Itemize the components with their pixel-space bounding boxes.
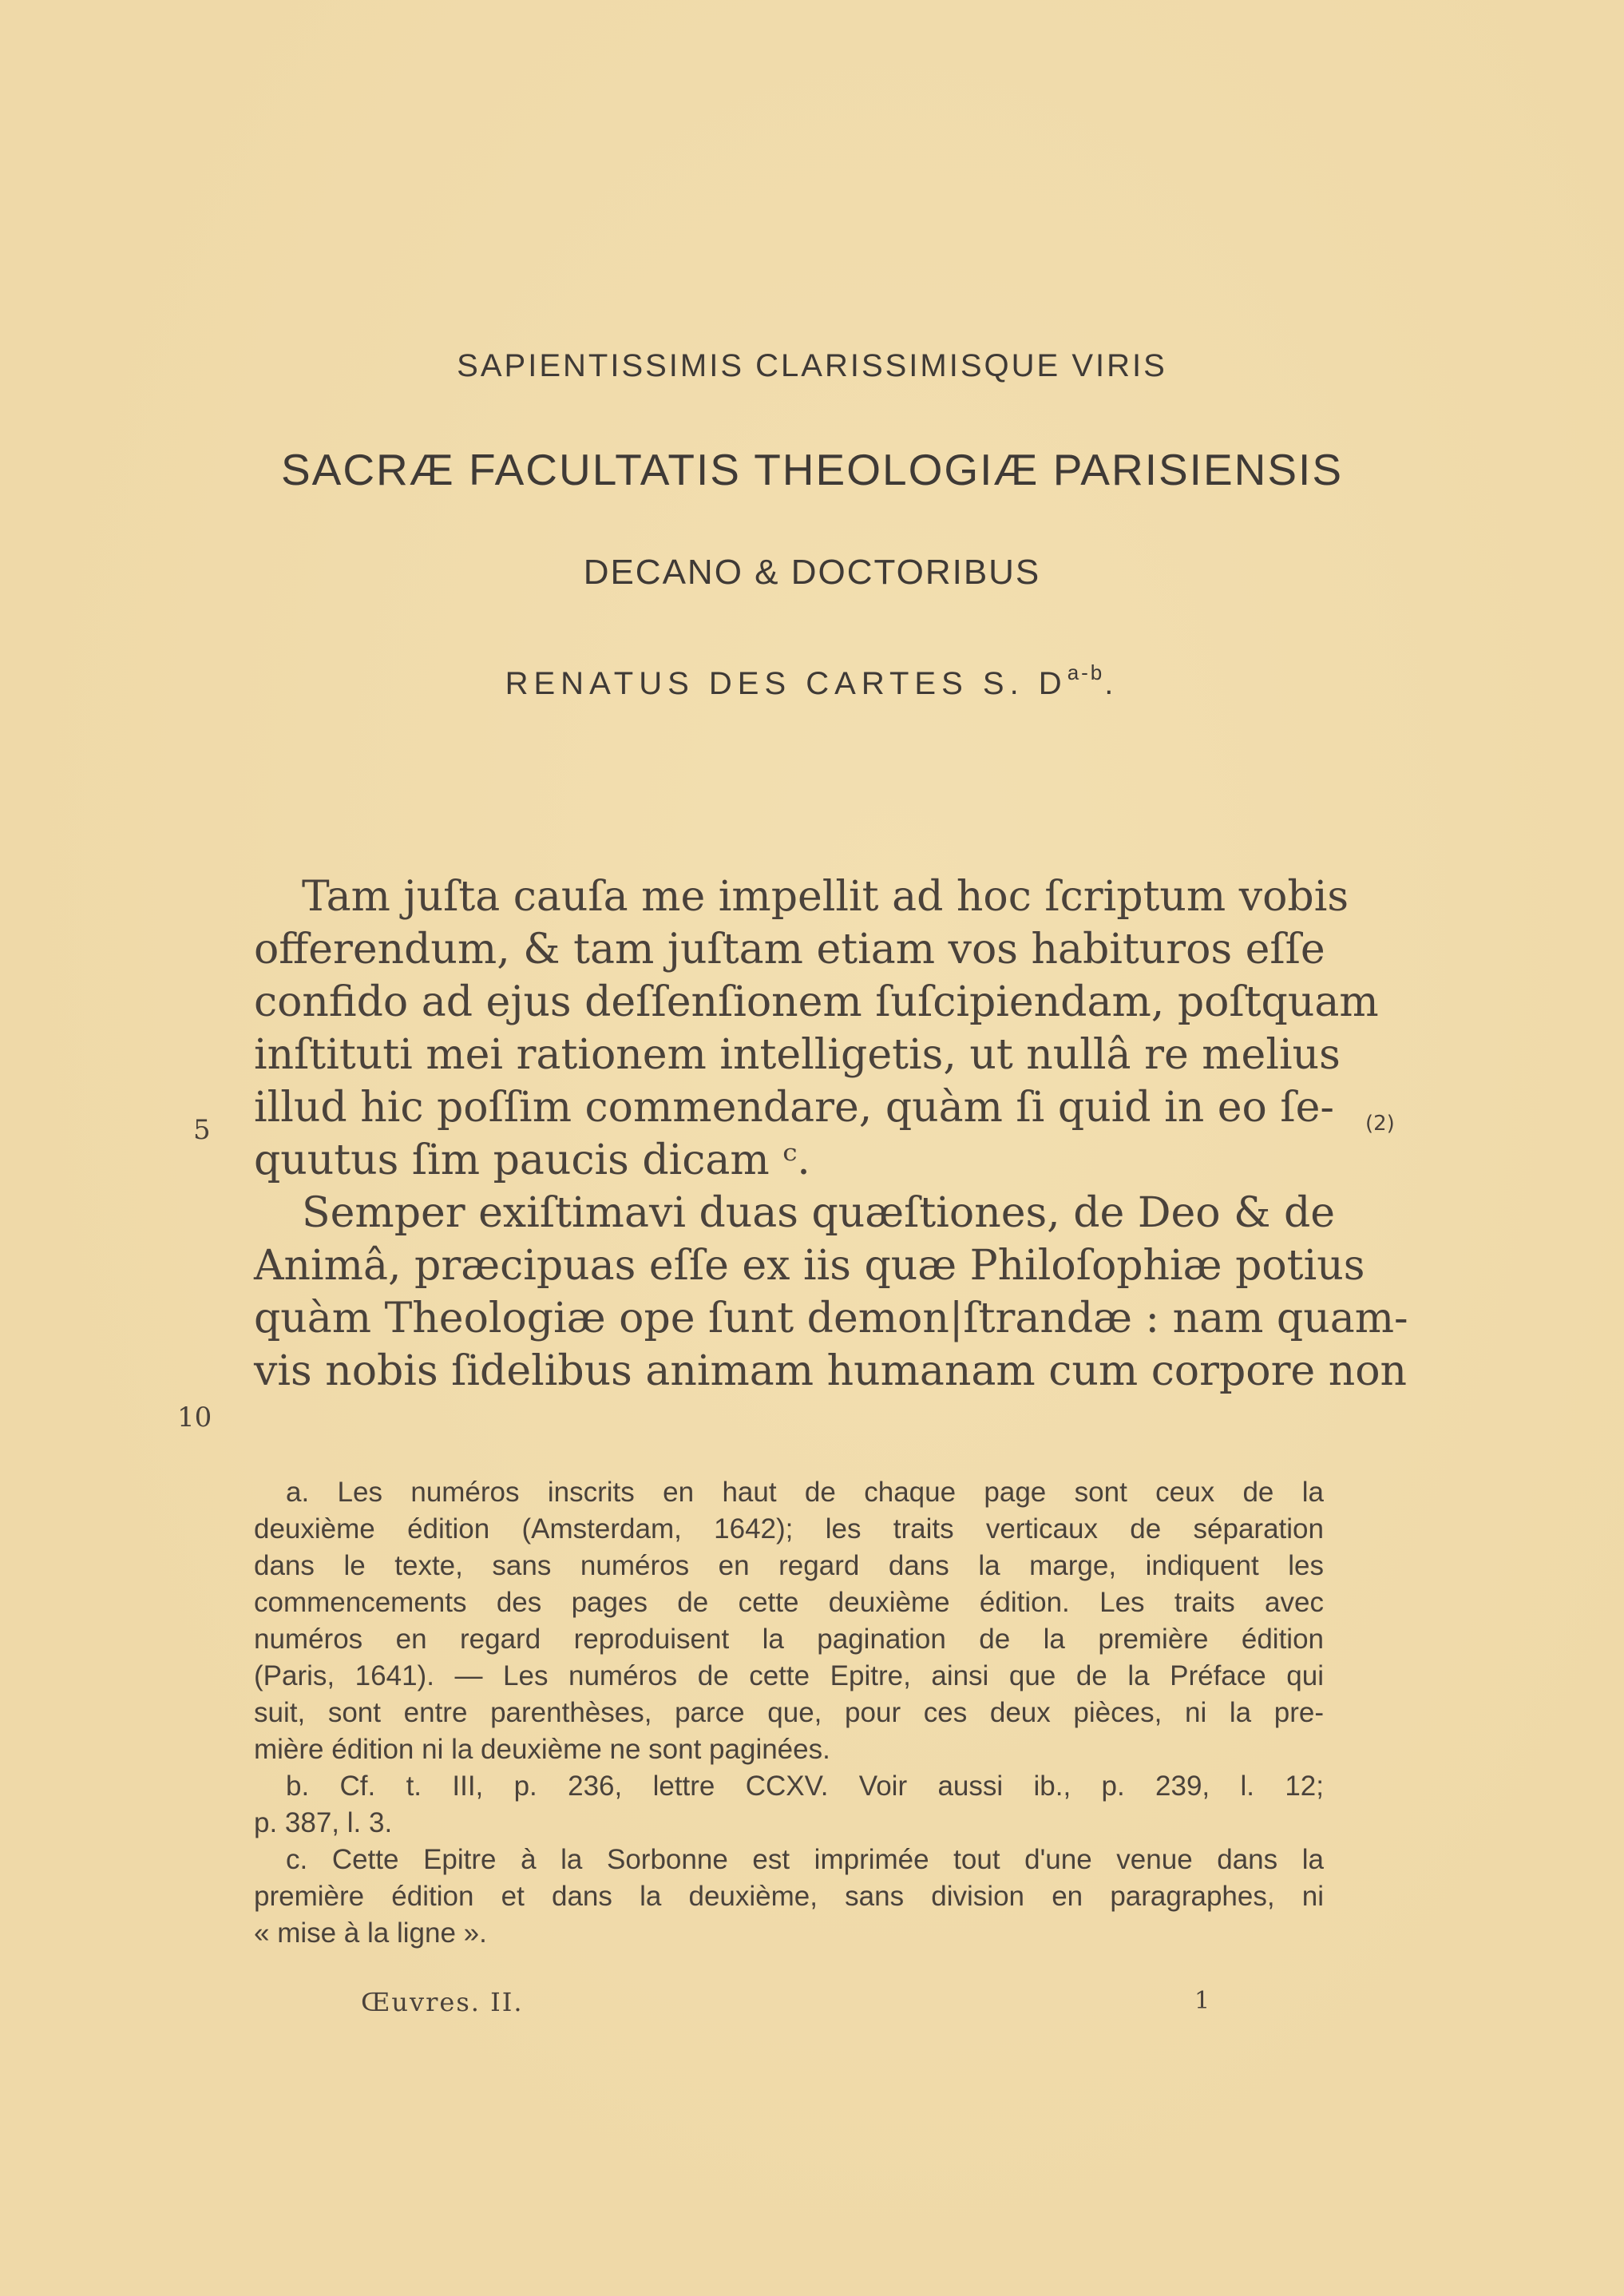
line-number-5: 5	[193, 1114, 211, 1146]
footnote-line: première édition et dans la deuxième, sans division en paragraphes, ni	[254, 1881, 1324, 1912]
footnote-line: b. Cf. t. III, p. 236, lettre CCXV. Voir aussi ib., p. 239, l. 12;	[286, 1771, 1324, 1802]
footnote-line: commencements des pages de cette deuxième édition. Les traits avec	[254, 1587, 1324, 1618]
text-line: quàm Theologiæ ope ſunt demon|ſtrandæ : nam quam-	[254, 1295, 1408, 1342]
author-line-end: .	[1104, 666, 1119, 701]
author-signature-line	[0, 660, 1624, 702]
dedication-line-3: DECANO & DOCTORIBUS	[583, 553, 1041, 592]
footnote-line: p. 387, l. 3.	[254, 1807, 393, 1838]
text-line: Animâ, præcipuas eſſe ex iis quæ Philoſophiæ potius	[254, 1242, 1365, 1290]
text-line: inſtituti mei rationem intelligetis, ut nullâ re melius	[254, 1031, 1341, 1079]
text-line: confido ad ejus deſſenſionem ſuſcipiendam, poſtquam	[254, 978, 1379, 1026]
dedication-line-2: SACRÆ FACULTATIS THEOLOGIÆ PARISIENSIS	[280, 445, 1344, 494]
volume-signature: Œuvres. II.	[361, 1987, 524, 2017]
footnote-line: mière édition ni la deuxième ne sont paginées.	[254, 1734, 830, 1765]
footnote-ref-a-b: a-b	[1067, 660, 1105, 684]
author-name: RENATUS DES CARTES S. D	[505, 666, 1067, 701]
text-line: Semper exiſtimavi duas quæſtiones, de Deo & de	[302, 1189, 1336, 1237]
signature-number: 1	[1194, 1987, 1210, 2015]
footnote-line: a. Les numéros inscrits en haut de chaque page sont ceux de la	[286, 1477, 1324, 1508]
footnote-line: « mise à la ligne ».	[254, 1917, 487, 1949]
edition-page-ref: (2)	[1365, 1112, 1395, 1136]
text-line: Tam juſta cauſa me impellit ad hoc ſcriptum vobis	[302, 873, 1349, 921]
line-number-10: 10	[177, 1402, 212, 1434]
footnote-line: suit, sont entre parenthèses, parce que, pour ces deux pièces, ni la pre-	[254, 1697, 1324, 1728]
footnote-line: (Paris, 1641). — Les numéros de cette Epitre, ainsi que de la Préface qui	[254, 1660, 1324, 1691]
footnote-line: deuxième édition (Amsterdam, 1642); les traits verticaux de séparation	[254, 1513, 1324, 1545]
text-line: vis nobis ſidelibus animam humanam cum corpore non	[254, 1347, 1408, 1395]
dedication-line-1: SAPIENTISSIMIS CLARISSIMISQUE VIRIS	[457, 348, 1167, 383]
text-line: quutus ſim paucis dicam ᶜ.	[254, 1136, 810, 1184]
footnote-line: dans le texte, sans numéros en regard dans la marge, indiquent les	[254, 1550, 1324, 1581]
text-line: offerendum, & tam juſtam etiam vos habituros eſſe	[254, 926, 1325, 974]
footnote-line: numéros en regard reproduisent la pagination de la première édition	[254, 1624, 1324, 1655]
footnote-line: c. Cette Epitre à la Sorbonne est imprimée tout d'une venue dans la	[286, 1844, 1324, 1875]
text-line: illud hic poſſim commendare, quàm ſi quid in eo ſe-	[254, 1084, 1334, 1132]
